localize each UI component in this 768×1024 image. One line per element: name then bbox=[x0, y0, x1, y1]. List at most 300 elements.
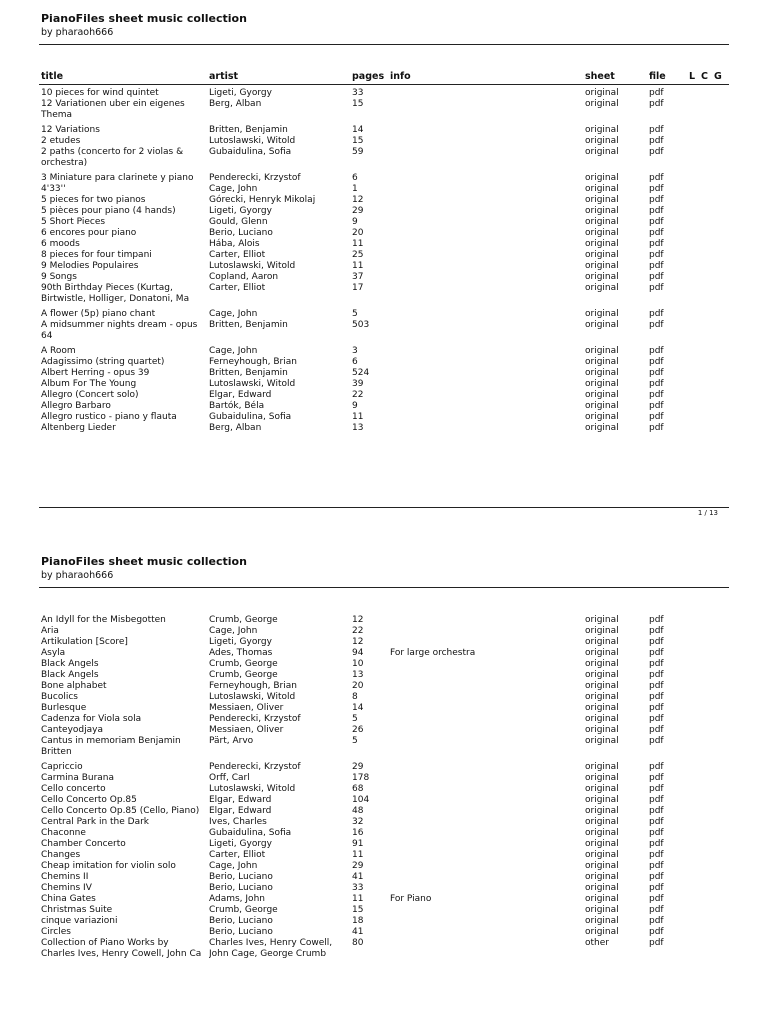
cell-artist: Lutoslawski, Witold bbox=[209, 692, 296, 702]
cell-pages: 11 bbox=[352, 894, 364, 904]
cell-title: 10 pieces for wind quintet bbox=[41, 88, 159, 98]
cell-sheet: original bbox=[585, 894, 619, 904]
cell-title: China Gates bbox=[41, 894, 96, 904]
cell-title: Altenberg Lieder bbox=[41, 423, 116, 433]
cell-title: Bucolics bbox=[41, 692, 78, 702]
cell-pages: 10 bbox=[352, 659, 364, 669]
page-title: PianoFiles sheet music collection bbox=[41, 12, 247, 25]
table-header-divider bbox=[39, 84, 729, 85]
cell-artist: Pärt, Arvo bbox=[209, 736, 254, 746]
cell-title: 5 Short Pieces bbox=[41, 217, 106, 227]
cell-file: pdf bbox=[649, 195, 664, 205]
cell-title: cinque variazioni bbox=[41, 916, 118, 926]
cell-pages: 18 bbox=[352, 916, 364, 926]
cell-sheet: original bbox=[585, 184, 619, 194]
column-l: L bbox=[689, 71, 696, 82]
cell-sheet: original bbox=[585, 692, 619, 702]
table-row bbox=[0, 88, 768, 99]
cell-artist: Messiaen, Oliver bbox=[209, 725, 284, 735]
cell-file: pdf bbox=[649, 626, 664, 636]
cell-title: Carmina Burana bbox=[41, 773, 115, 783]
table-row bbox=[0, 379, 768, 390]
cell-file: pdf bbox=[649, 894, 664, 904]
cell-title: Aria bbox=[41, 626, 59, 636]
column-c: C bbox=[701, 71, 708, 82]
cell-title: 12 Variations bbox=[41, 125, 100, 135]
page-byline: by pharaoh666 bbox=[41, 27, 114, 38]
table-row bbox=[0, 357, 768, 368]
cell-title: Central Park in the Dark bbox=[41, 817, 149, 827]
cell-pages: 41 bbox=[352, 872, 364, 882]
cell-sheet: original bbox=[585, 261, 619, 271]
cell-title: 6 moods bbox=[41, 239, 80, 249]
cell-pages: 1 bbox=[352, 184, 358, 194]
cell-file: pdf bbox=[649, 659, 664, 669]
table-row bbox=[0, 806, 768, 817]
cell-pages: 22 bbox=[352, 626, 364, 636]
table-row bbox=[0, 817, 768, 828]
cell-file: pdf bbox=[649, 147, 664, 157]
table-row bbox=[0, 736, 768, 759]
cell-title: Circles bbox=[41, 927, 71, 937]
cell-file: pdf bbox=[649, 125, 664, 135]
cell-sheet: original bbox=[585, 883, 619, 893]
cell-sheet: original bbox=[585, 206, 619, 216]
cell-title: Christmas Suite bbox=[41, 905, 113, 915]
cell-pages: 6 bbox=[352, 173, 358, 183]
table-row bbox=[0, 828, 768, 839]
cell-sheet: original bbox=[585, 99, 619, 109]
cell-title: Cantus in memoriam Benjamin Britten bbox=[41, 736, 181, 758]
cell-title: Cello concerto bbox=[41, 784, 106, 794]
cell-file: pdf bbox=[649, 88, 664, 98]
cell-artist: Berio, Luciano bbox=[209, 883, 273, 893]
table-row bbox=[0, 136, 768, 147]
cell-title: Capriccio bbox=[41, 762, 83, 772]
table-row bbox=[0, 250, 768, 261]
cell-title: Cello Concerto Op.85 bbox=[41, 795, 137, 805]
table-row bbox=[0, 872, 768, 883]
column-sheet: sheet bbox=[585, 71, 615, 82]
cell-sheet: original bbox=[585, 412, 619, 422]
cell-sheet: original bbox=[585, 283, 619, 293]
table-row bbox=[0, 228, 768, 239]
footer-divider bbox=[39, 507, 729, 508]
cell-sheet: original bbox=[585, 817, 619, 827]
cell-file: pdf bbox=[649, 839, 664, 849]
cell-file: pdf bbox=[649, 250, 664, 260]
cell-file: pdf bbox=[649, 173, 664, 183]
cell-artist: Crumb, George bbox=[209, 670, 278, 680]
cell-file: pdf bbox=[649, 401, 664, 411]
table-row bbox=[0, 320, 768, 343]
table-row bbox=[0, 861, 768, 872]
cell-pages: 104 bbox=[352, 795, 370, 805]
cell-pages: 11 bbox=[352, 239, 364, 249]
table-row bbox=[0, 346, 768, 357]
cell-sheet: other bbox=[585, 938, 609, 948]
cell-file: pdf bbox=[649, 368, 664, 378]
header-divider bbox=[39, 587, 729, 588]
cell-pages: 12 bbox=[352, 615, 364, 625]
cell-artist: Elgar, Edward bbox=[209, 806, 272, 816]
cell-file: pdf bbox=[649, 320, 664, 330]
cell-artist: Górecki, Henryk Mikolaj bbox=[209, 195, 316, 205]
table-row bbox=[0, 626, 768, 637]
cell-title: 2 paths (concerto for 2 violas & orchestra) bbox=[41, 147, 184, 169]
cell-pages: 29 bbox=[352, 861, 364, 871]
table-row bbox=[0, 401, 768, 412]
cell-pages: 39 bbox=[352, 379, 364, 389]
cell-pages: 41 bbox=[352, 927, 364, 937]
table-row bbox=[0, 784, 768, 795]
cell-title: Cheap imitation for violin solo bbox=[41, 861, 176, 871]
cell-file: pdf bbox=[649, 681, 664, 691]
cell-title: A flower (5p) piano chant bbox=[41, 309, 156, 319]
cell-sheet: original bbox=[585, 927, 619, 937]
column-file: file bbox=[649, 71, 666, 82]
table-row bbox=[0, 670, 768, 681]
cell-title: Chemins II bbox=[41, 872, 89, 882]
cell-artist: Carter, Elliot bbox=[209, 850, 266, 860]
cell-artist: Carter, Elliot bbox=[209, 283, 266, 293]
cell-title: Album For The Young bbox=[41, 379, 137, 389]
cell-artist: Messiaen, Oliver bbox=[209, 703, 284, 713]
table-row bbox=[0, 368, 768, 379]
table-row bbox=[0, 703, 768, 714]
table-row bbox=[0, 99, 768, 122]
cell-artist: Berio, Luciano bbox=[209, 916, 273, 926]
cell-pages: 11 bbox=[352, 412, 364, 422]
cell-title: Allegro rustico - piano y flauta bbox=[41, 412, 177, 422]
cell-file: pdf bbox=[649, 795, 664, 805]
table-row bbox=[0, 184, 768, 195]
cell-file: pdf bbox=[649, 938, 664, 948]
cell-sheet: original bbox=[585, 784, 619, 794]
cell-sheet: original bbox=[585, 736, 619, 746]
cell-pages: 20 bbox=[352, 681, 364, 691]
cell-artist: Gubaidulina, Sofia bbox=[209, 147, 292, 157]
cell-artist: Cage, John bbox=[209, 309, 258, 319]
cell-pages: 91 bbox=[352, 839, 364, 849]
cell-pages: 94 bbox=[352, 648, 364, 658]
cell-pages: 29 bbox=[352, 206, 364, 216]
cell-pages: 5 bbox=[352, 736, 358, 746]
cell-artist: Carter, Elliot bbox=[209, 250, 266, 260]
cell-title: 12 Variationen uber ein eigenes Thema bbox=[41, 99, 185, 121]
cell-artist: Crumb, George bbox=[209, 905, 278, 915]
cell-title: 2 etudes bbox=[41, 136, 81, 146]
cell-sheet: original bbox=[585, 762, 619, 772]
cell-artist: Britten, Benjamin bbox=[209, 320, 288, 330]
cell-sheet: original bbox=[585, 250, 619, 260]
table-row bbox=[0, 195, 768, 206]
table-row bbox=[0, 850, 768, 861]
cell-sheet: original bbox=[585, 136, 619, 146]
cell-sheet: original bbox=[585, 659, 619, 669]
cell-file: pdf bbox=[649, 817, 664, 827]
cell-sheet: original bbox=[585, 195, 619, 205]
cell-title: Bone alphabet bbox=[41, 681, 107, 691]
cell-artist: Ligeti, Gyorgy bbox=[209, 206, 272, 216]
column-info: info bbox=[390, 71, 411, 82]
cell-file: pdf bbox=[649, 784, 664, 794]
cell-artist: Ligeti, Gyorgy bbox=[209, 88, 272, 98]
cell-sheet: original bbox=[585, 346, 619, 356]
cell-pages: 9 bbox=[352, 217, 358, 227]
cell-file: pdf bbox=[649, 762, 664, 772]
cell-artist: Cage, John bbox=[209, 626, 258, 636]
cell-title: Artikulation [Score] bbox=[41, 637, 128, 647]
cell-pages: 80 bbox=[352, 938, 364, 948]
cell-pages: 503 bbox=[352, 320, 370, 330]
cell-info: For Piano bbox=[390, 894, 432, 904]
cell-artist: Ferneyhough, Brian bbox=[209, 681, 297, 691]
cell-sheet: original bbox=[585, 905, 619, 915]
cell-pages: 178 bbox=[352, 773, 370, 783]
cell-artist: Orff, Carl bbox=[209, 773, 250, 783]
cell-title: Chamber Concerto bbox=[41, 839, 126, 849]
cell-pages: 15 bbox=[352, 136, 364, 146]
cell-pages: 3 bbox=[352, 346, 358, 356]
table-row bbox=[0, 239, 768, 250]
cell-artist: Penderecki, Krzystof bbox=[209, 173, 301, 183]
cell-pages: 14 bbox=[352, 703, 364, 713]
cell-file: pdf bbox=[649, 773, 664, 783]
cell-artist: Elgar, Edward bbox=[209, 390, 272, 400]
cell-title: Collection of Piano Works by Charles Ives, Henry Cowell, John Ca bbox=[41, 938, 202, 960]
cell-pages: 17 bbox=[352, 283, 364, 293]
cell-pages: 33 bbox=[352, 88, 364, 98]
cell-sheet: original bbox=[585, 714, 619, 724]
cell-artist: Ligeti, Gyorgy bbox=[209, 637, 272, 647]
cell-pages: 29 bbox=[352, 762, 364, 772]
cell-sheet: original bbox=[585, 795, 619, 805]
cell-title: 3 Miniature para clarinete y piano bbox=[41, 173, 194, 183]
cell-file: pdf bbox=[649, 184, 664, 194]
cell-artist: Berg, Alban bbox=[209, 99, 262, 109]
table-row bbox=[0, 927, 768, 938]
cell-sheet: original bbox=[585, 88, 619, 98]
cell-title: A Room bbox=[41, 346, 76, 356]
cell-artist: Ferneyhough, Brian bbox=[209, 357, 297, 367]
table-row bbox=[0, 938, 768, 961]
cell-artist: Ligeti, Gyorgy bbox=[209, 839, 272, 849]
cell-artist: Lutoslawski, Witold bbox=[209, 136, 296, 146]
cell-pages: 524 bbox=[352, 368, 370, 378]
table-row bbox=[0, 125, 768, 136]
cell-file: pdf bbox=[649, 703, 664, 713]
cell-file: pdf bbox=[649, 412, 664, 422]
cell-artist: Crumb, George bbox=[209, 659, 278, 669]
cell-pages: 22 bbox=[352, 390, 364, 400]
cell-sheet: original bbox=[585, 806, 619, 816]
cell-artist: Penderecki, Krzystof bbox=[209, 714, 301, 724]
cell-artist: Lutoslawski, Witold bbox=[209, 784, 296, 794]
cell-artist: Lutoslawski, Witold bbox=[209, 379, 296, 389]
table-row bbox=[0, 773, 768, 784]
cell-pages: 59 bbox=[352, 147, 364, 157]
cell-title: Chemins IV bbox=[41, 883, 92, 893]
cell-pages: 37 bbox=[352, 272, 364, 282]
cell-sheet: original bbox=[585, 390, 619, 400]
cell-pages: 11 bbox=[352, 261, 364, 271]
cell-sheet: original bbox=[585, 309, 619, 319]
cell-pages: 48 bbox=[352, 806, 364, 816]
table-row bbox=[0, 390, 768, 401]
cell-sheet: original bbox=[585, 861, 619, 871]
cell-sheet: original bbox=[585, 725, 619, 735]
cell-artist: Elgar, Edward bbox=[209, 795, 272, 805]
table-row bbox=[0, 272, 768, 283]
cell-sheet: original bbox=[585, 125, 619, 135]
table-row bbox=[0, 762, 768, 773]
cell-title: Cello Concerto Op.85 (Cello, Piano) bbox=[41, 806, 200, 816]
cell-artist: Berio, Luciano bbox=[209, 872, 273, 882]
table-row bbox=[0, 648, 768, 659]
cell-file: pdf bbox=[649, 828, 664, 838]
table-row bbox=[0, 173, 768, 184]
cell-pages: 11 bbox=[352, 850, 364, 860]
cell-sheet: original bbox=[585, 637, 619, 647]
cell-pages: 5 bbox=[352, 309, 358, 319]
cell-sheet: original bbox=[585, 626, 619, 636]
cell-file: pdf bbox=[649, 379, 664, 389]
cell-pages: 25 bbox=[352, 250, 364, 260]
cell-artist: Crumb, George bbox=[209, 615, 278, 625]
cell-artist: Gubaidulina, Sofia bbox=[209, 412, 292, 422]
cell-title: 5 pieces for two pianos bbox=[41, 195, 146, 205]
cell-file: pdf bbox=[649, 309, 664, 319]
cell-file: pdf bbox=[649, 228, 664, 238]
cell-file: pdf bbox=[649, 136, 664, 146]
header-divider bbox=[39, 44, 729, 45]
cell-sheet: original bbox=[585, 670, 619, 680]
cell-artist: Britten, Benjamin bbox=[209, 125, 288, 135]
cell-sheet: original bbox=[585, 320, 619, 330]
page-title: PianoFiles sheet music collection bbox=[41, 555, 247, 568]
cell-pages: 26 bbox=[352, 725, 364, 735]
cell-sheet: original bbox=[585, 423, 619, 433]
cell-file: pdf bbox=[649, 850, 664, 860]
cell-title: Asyla bbox=[41, 648, 66, 658]
table-row bbox=[0, 905, 768, 916]
cell-title: 5 pièces pour piano (4 hands) bbox=[41, 206, 176, 216]
cell-artist: Cage, John bbox=[209, 346, 258, 356]
cell-artist: Gould, Glenn bbox=[209, 217, 268, 227]
table-row bbox=[0, 261, 768, 272]
cell-info: For large orchestra bbox=[390, 648, 476, 658]
cell-title: 9 Songs bbox=[41, 272, 77, 282]
table-row bbox=[0, 217, 768, 228]
table-row bbox=[0, 692, 768, 703]
cell-title: 9 Melodies Populaires bbox=[41, 261, 139, 271]
cell-file: pdf bbox=[649, 423, 664, 433]
cell-title: A midsummer nights dream - opus 64 bbox=[41, 320, 198, 342]
cell-title: 90th Birthday Pieces (Kurtag, Birtwistle, Holliger, Donatoni, Ma bbox=[41, 283, 190, 305]
cell-file: pdf bbox=[649, 670, 664, 680]
cell-file: pdf bbox=[649, 927, 664, 937]
table-body bbox=[0, 88, 768, 434]
cell-sheet: original bbox=[585, 401, 619, 411]
cell-pages: 16 bbox=[352, 828, 364, 838]
cell-artist: Ives, Charles bbox=[209, 817, 267, 827]
cell-title: Canteyodjaya bbox=[41, 725, 103, 735]
cell-pages: 13 bbox=[352, 423, 364, 433]
cell-file: pdf bbox=[649, 390, 664, 400]
cell-pages: 8 bbox=[352, 692, 358, 702]
cell-sheet: original bbox=[585, 773, 619, 783]
cell-file: pdf bbox=[649, 883, 664, 893]
page-byline: by pharaoh666 bbox=[41, 570, 114, 581]
table-row bbox=[0, 725, 768, 736]
cell-sheet: original bbox=[585, 850, 619, 860]
cell-file: pdf bbox=[649, 99, 664, 109]
table-row bbox=[0, 637, 768, 648]
cell-sheet: original bbox=[585, 228, 619, 238]
table-row bbox=[0, 916, 768, 927]
cell-sheet: original bbox=[585, 368, 619, 378]
cell-file: pdf bbox=[649, 239, 664, 249]
cell-file: pdf bbox=[649, 637, 664, 647]
cell-sheet: original bbox=[585, 239, 619, 249]
cell-artist: Cage, John bbox=[209, 861, 258, 871]
cell-title: Black Angels bbox=[41, 670, 99, 680]
cell-pages: 6 bbox=[352, 357, 358, 367]
cell-title: An Idyll for the Misbegotten bbox=[41, 615, 166, 625]
cell-sheet: original bbox=[585, 173, 619, 183]
cell-file: pdf bbox=[649, 714, 664, 724]
cell-title: 4'33'' bbox=[41, 184, 66, 194]
cell-file: pdf bbox=[649, 872, 664, 882]
cell-pages: 5 bbox=[352, 714, 358, 724]
cell-file: pdf bbox=[649, 806, 664, 816]
cell-artist: Hába, Alois bbox=[209, 239, 260, 249]
cell-pages: 15 bbox=[352, 99, 364, 109]
table-row bbox=[0, 423, 768, 434]
table-row bbox=[0, 283, 768, 306]
cell-artist: Lutoslawski, Witold bbox=[209, 261, 296, 271]
table-body bbox=[0, 615, 768, 964]
table-row bbox=[0, 894, 768, 905]
cell-pages: 12 bbox=[352, 637, 364, 647]
table-row bbox=[0, 795, 768, 806]
cell-artist: Bartók, Béla bbox=[209, 401, 265, 411]
cell-sheet: original bbox=[585, 703, 619, 713]
cell-file: pdf bbox=[649, 357, 664, 367]
cell-pages: 68 bbox=[352, 784, 364, 794]
cell-title: Adagissimo (string quartet) bbox=[41, 357, 165, 367]
table-header bbox=[0, 71, 768, 83]
table-row bbox=[0, 147, 768, 170]
cell-pages: 32 bbox=[352, 817, 364, 827]
cell-pages: 20 bbox=[352, 228, 364, 238]
cell-file: pdf bbox=[649, 272, 664, 282]
cell-artist: Penderecki, Krzystof bbox=[209, 762, 301, 772]
cell-title: Allegro (Concert solo) bbox=[41, 390, 139, 400]
table-row bbox=[0, 839, 768, 850]
cell-artist: Cage, John bbox=[209, 184, 258, 194]
table-row bbox=[0, 412, 768, 423]
cell-file: pdf bbox=[649, 217, 664, 227]
cell-artist: Gubaidulina, Sofia bbox=[209, 828, 292, 838]
cell-title: Chaconne bbox=[41, 828, 86, 838]
table-row bbox=[0, 659, 768, 670]
table-row bbox=[0, 206, 768, 217]
cell-sheet: original bbox=[585, 615, 619, 625]
column-pages: pages bbox=[352, 71, 385, 82]
table-row bbox=[0, 883, 768, 894]
